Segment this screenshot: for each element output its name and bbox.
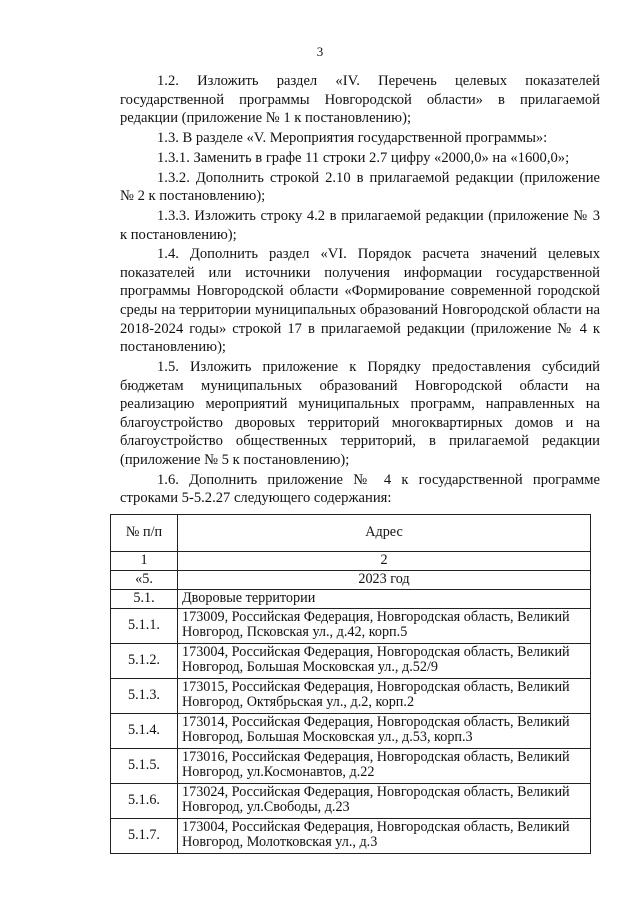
- row-address-cell: 173009, Российская Федерация, Новгородская область, Великий Новгород, Псковская ул., д.42, корп.5: [178, 609, 591, 644]
- address-table: [110, 514, 591, 854]
- paragraph-1-3: 1.3. В разделе «V. Мероприятия государственной программы»:: [157, 129, 548, 146]
- paragraph-1-6: 1.6. Дополнить приложение № 4 к государственной программе строками 5-5.2.27 следующего содержания:: [120, 471, 600, 507]
- table-row: [111, 609, 591, 644]
- row-num-cell: 5.1.3.: [111, 679, 178, 714]
- row-num-cell: 5.1.5.: [111, 749, 178, 784]
- year-cell: 2023 год: [178, 571, 591, 590]
- row-address-cell: 173014, Российская Федерация, Новгородская область, Великий Новгород, Большая Московская ул., д.53, корп.3: [178, 714, 591, 749]
- header-address-cell: Адрес: [178, 515, 591, 552]
- row-address-cell: 173004, Российская Федерация, Новгородская область, Великий Новгород, Большая Московская ул., д.52/9: [178, 644, 591, 679]
- row-num-cell: 5.1.1.: [111, 609, 178, 644]
- row-num-cell: 5.1.2.: [111, 644, 178, 679]
- table-row: [111, 749, 591, 784]
- document-body: [120, 72, 600, 509]
- table-header-row: [111, 515, 591, 552]
- table-row: [111, 644, 591, 679]
- paragraph-1-3-3: 1.3.3. Изложить строку 4.2 в прилагаемой редакции (приложение № 3 к постановлению);: [120, 207, 600, 243]
- section-num-cell: 5.1.: [111, 590, 178, 609]
- table-row: [111, 819, 591, 854]
- row-address-cell: 173015, Российская Федерация, Новгородская область, Великий Новгород, Октябрьская ул., д.2, корп.2: [178, 679, 591, 714]
- section-title-cell: Дворовые территории: [178, 590, 591, 609]
- page-number: 3: [316, 44, 324, 59]
- paragraph-1-5: 1.5. Изложить приложение к Порядку предоставления субсидий бюджетам муниципальных образований Новгородской области на реализацию мероприятий муниципальных программ, направленных на благоустройство дворовых территорий многоквартирных домов и на благоустройство общественных территорий, в прилагаемой редакции (приложение № 5 к постановлению);: [120, 359, 600, 468]
- index-num-cell: 1: [111, 552, 178, 571]
- paragraph-1-2: 1.2. Изложить раздел «IV. Перечень целевых показателей государственной программы Новгородской области» в прилагаемой редакции (приложение № 1 к постановлению);: [120, 73, 600, 127]
- table-section-row: [111, 590, 591, 609]
- row-num-cell: 5.1.7.: [111, 819, 178, 854]
- row-num-cell: 5.1.4.: [111, 714, 178, 749]
- paragraph-1-3-1: 1.3.1. Заменить в графе 11 строки 2.7 цифру «2000,0» на «1600,0»;: [157, 149, 570, 166]
- row-address-cell: 173004, Российская Федерация, Новгородская область, Великий Новгород, Молотковская ул., д.3: [178, 819, 591, 854]
- paragraph-1-3-2: 1.3.2. Дополнить строкой 2.10 в прилагаемой редакции (приложение № 2 к постановлению);: [120, 169, 600, 205]
- header-num-cell: № п/п: [111, 515, 178, 552]
- table-year-row: [111, 571, 591, 590]
- paragraph-1-4: 1.4. Дополнить раздел «VI. Порядок расчета значений целевых показателей или источники получения информации государственной программы Новгородской области «Формирование современной городской среды на территории муниципальных образований Новгородской области на 2018-2024 годы» строкой 17 в прилагаемой редакции (приложение № 4 к постановлению);: [120, 246, 600, 356]
- table-row: [111, 679, 591, 714]
- table-index-row: [111, 552, 591, 571]
- row-address-cell: 173016, Российская Федерация, Новгородская область, Великий Новгород, ул.Космонавтов, д.22: [178, 749, 591, 784]
- row-num-cell: 5.1.6.: [111, 784, 178, 819]
- table-row: [111, 784, 591, 819]
- row-address-cell: 173024, Российская Федерация, Новгородская область, Великий Новгород, ул.Свободы, д.23: [178, 784, 591, 819]
- table-row: [111, 714, 591, 749]
- year-num-cell: «5.: [111, 571, 178, 590]
- index-address-cell: 2: [178, 552, 591, 571]
